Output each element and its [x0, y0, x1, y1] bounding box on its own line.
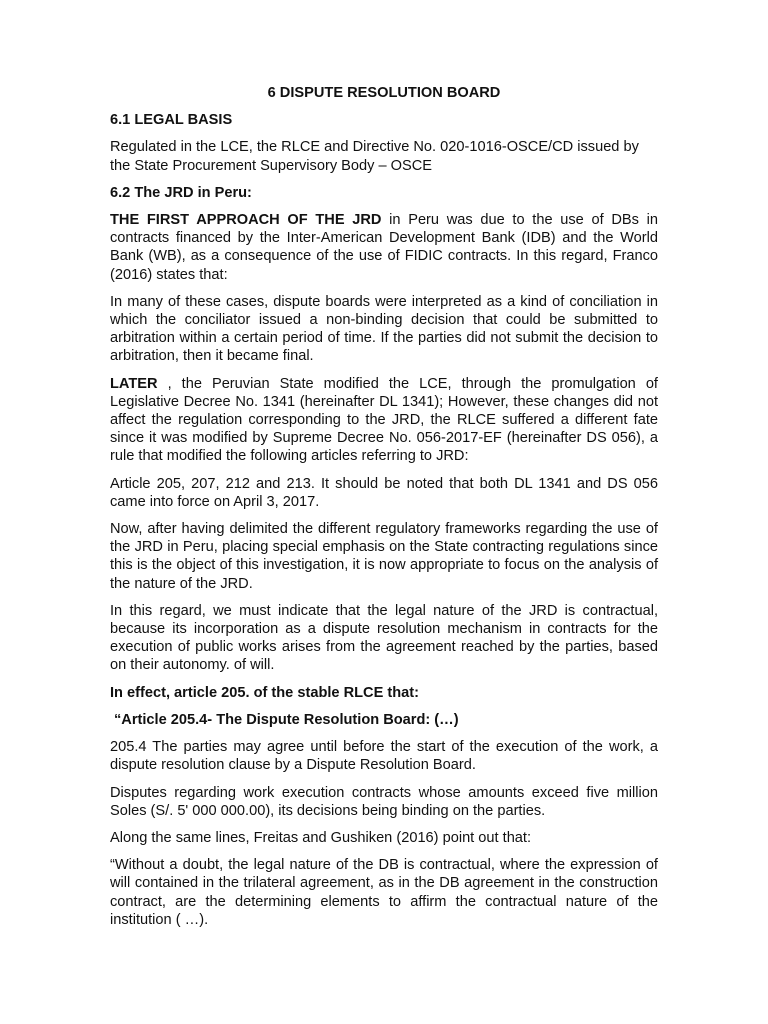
- paragraph-freitas-gushiken: Along the same lines, Freitas and Gushiken (2016) point out that:: [110, 829, 532, 846]
- paragraph-lead-first-approach: THE FIRST APPROACH OF THE JRD: [110, 212, 382, 229]
- paragraph-text-first-approach: in Peru was due to the use of DBs in contracts financed by the Inter-American Development Bank (IDB) and the World Bank (WB), as a consequence of the use of FIDIC contracts. In this regard, Franco (2016) states that:: [110, 212, 658, 283]
- document-title: 6 DISPUTE RESOLUTION BOARD: [267, 85, 501, 101]
- paragraph-article-205-4: 205.4 The parties may agree until before the start of the execution of the work, a dispute resolution clause by a Dispute Resolution Board.: [110, 739, 658, 774]
- paragraph-legal-nature: In this regard, we must indicate that the legal nature of the JRD is contractual, because its incorporation as a dispute resolution mechanism in contracts for the execution of public works arises from the agreement reached by the parties, based on their autonomy. of will.: [110, 602, 658, 674]
- paragraph-later: [110, 375, 658, 466]
- quote-heading-article: “Article 205.4- The Dispute Resolution Board: (…): [114, 711, 459, 728]
- paragraph-lead-later: LATER: [110, 375, 158, 392]
- paragraph-text-later: , the Peruvian State modified the LCE, through the promulgation of Legislative Decree No. 1341 (hereinafter DL 1341); However, these changes did not affect the regulation corresponding to the JRD, the RLCE suffered a different fate since it was modified by Supreme Decree No. 056-2017-EF (hereinafter DS 056), a rule that modified the following articles referring to JRD:: [110, 375, 658, 465]
- section-heading-legal-basis: 6.1 LEGAL BASIS: [110, 112, 233, 129]
- paragraph-disputes-amounts: Disputes regarding work execution contracts whose amounts exceed five million Soles (S/. 5' 000 000.00), its decisions being binding on the parties.: [110, 784, 658, 819]
- section-heading-jrd-in-peru: 6.2 The JRD in Peru:: [110, 184, 252, 201]
- paragraph-in-effect: In effect, article 205. of the stable RLCE that:: [110, 684, 419, 701]
- paragraph-conciliation: In many of these cases, dispute boards were interpreted as a kind of conciliation in which the conciliator issued a non-binding decision that could be submitted to arbitration within a certain period of time. If the parties did not submit the decision to arbitration, then it became final.: [110, 293, 658, 365]
- paragraph-first-approach: [110, 211, 658, 284]
- paragraph-articles: Article 205, 207, 212 and 213. It should be noted that both DL 1341 and DS 056 came into force on April 3, 2017.: [110, 475, 658, 510]
- paragraph-regulatory-frameworks: Now, after having delimited the different regulatory frameworks regarding the use of the JRD in Peru, placing special emphasis on the State contracting regulations since this is the object of this investigation, it is now appropriate to focus on the analysis of the nature of the JRD.: [110, 521, 658, 592]
- document-page: [110, 84, 658, 938]
- paragraph-legal-basis: Regulated in the LCE, the RLCE and Directive No. 020-1016-OSCE/CD issued by the State Procurement Supervisory Body – OSCE: [110, 139, 639, 174]
- paragraph-quote-contractual: “Without a doubt, the legal nature of the DB is contractual, where the expression of will contained in the trilateral agreement, as in the DB agreement in the construction contract, are the determining elements to affirm the contractual nature of the institution ( …).: [110, 857, 658, 928]
